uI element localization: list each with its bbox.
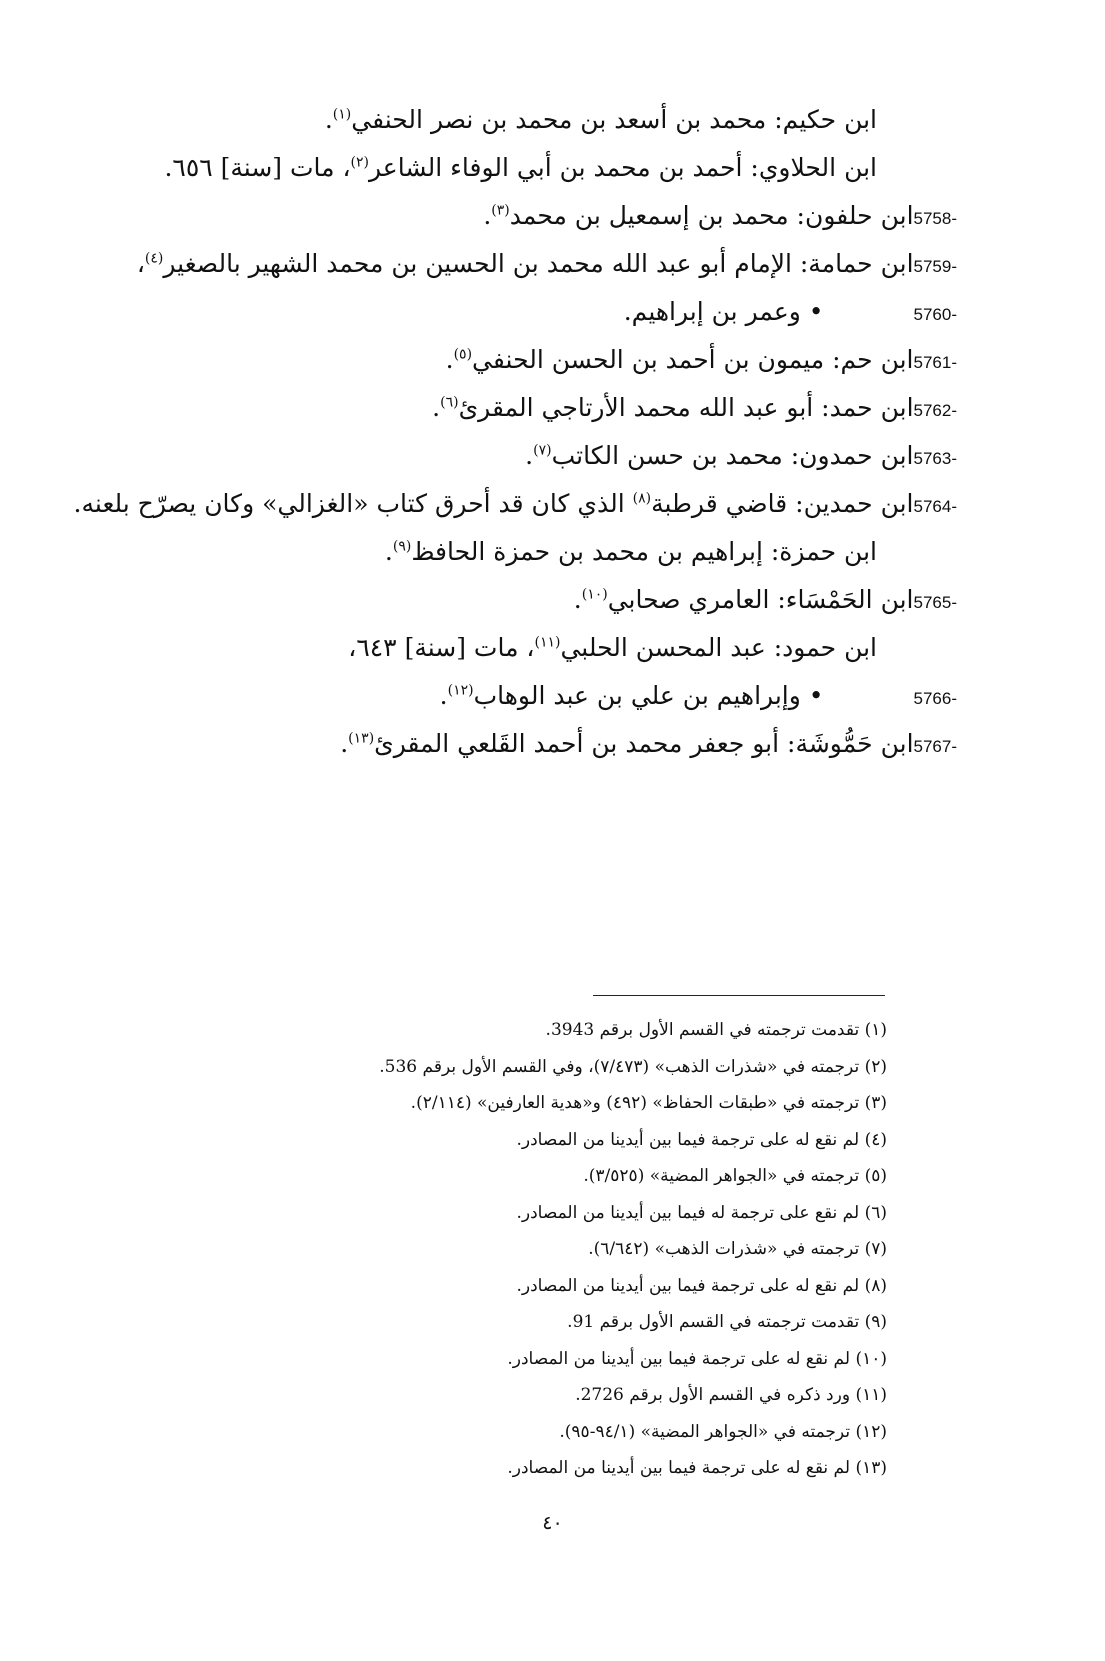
entry-tail: .	[340, 729, 349, 758]
entry-tail: الذي كان قد أحرق كتاب «الغزالي» وكان يصرّح بلعنه.	[73, 489, 633, 518]
footnote: (٣) ترجمته في «طبقات الحفاظ» (٤٩٢) و«هدية العارفين» (٢/١١٤).	[410, 1093, 887, 1113]
entry-text: ابن حكيم: محمد بن أسعد بن محمد بن نصر الحنفي	[351, 105, 877, 134]
footnote-ref: (٦)	[440, 394, 459, 411]
entry-tail: .	[445, 345, 454, 374]
footnote: (١٠) لم نقع له على ترجمة فيما بين أيدينا من المصادر.	[507, 1348, 887, 1369]
footnote: (٩) تقدمت ترجمته في القسم الأول برقم 91.	[567, 1312, 887, 1332]
footnote-ref: (١٠)	[581, 586, 608, 603]
entry-tail: ،	[136, 249, 145, 278]
entry-number: 5762-	[913, 401, 957, 420]
entry-tail: ، مات [سنة] ٦٥٦.	[164, 153, 351, 182]
footnote: (٧) ترجمته في «شذرات الذهب» (٦/٦٤٢).	[588, 1239, 887, 1259]
footnote-ref: (٩)	[392, 538, 412, 555]
entry-number: 5760-	[913, 305, 957, 324]
entry-tail: .	[439, 681, 448, 710]
entry-text: • وإبراهيم بن علي بن عبد الوهاب	[473, 681, 824, 710]
footnote-ref: (٨)	[632, 490, 652, 507]
entry-text: ابن الحلاوي: أحمد بن محمد بن أبي الوفاء الشاعر	[369, 153, 877, 182]
entry-line	[97, 384, 957, 432]
footnote-ref: (٣)	[491, 202, 510, 219]
footnote: (٥) ترجمته في «الجواهر المضية» (٣/٥٢٥).	[583, 1166, 887, 1186]
entry-line	[97, 336, 957, 384]
footnote: (٤) لم نقع له على ترجمة فيما بين أيدينا من المصادر.	[516, 1129, 887, 1150]
footnote: (١) تقدمت ترجمته في القسم الأول برقم 3943.	[545, 1020, 887, 1040]
entry-text: ابن حمد: أبو عبد الله محمد الأرتاجي المقرئ	[458, 393, 914, 422]
entry-text: ابن حمامة: الإمام أبو عبد الله محمد بن الحسين بن محمد الشهير بالصغير	[163, 249, 914, 278]
entry-text: ابن حمدون: محمد بن حسن الكاتب	[551, 441, 914, 470]
entry-line	[97, 96, 957, 144]
footnote-ref: (٥)	[453, 346, 473, 363]
entry-line	[97, 672, 957, 720]
entry-tail: .	[573, 585, 582, 614]
entry-line	[97, 192, 957, 240]
entry-tail: .	[384, 537, 393, 566]
entry-line	[97, 624, 957, 672]
entry-line	[97, 432, 957, 480]
footnote: (٨) لم نقع له على ترجمة فيما بين أيدينا من المصادر.	[516, 1275, 887, 1296]
footnote: (١١) ورد ذكره في القسم الأول برقم 2726.	[575, 1385, 887, 1405]
entry-text: ابن حَمُّوشَة: أبو جعفر محمد بن أحمد القَلعي المقرئ	[374, 729, 914, 758]
entry-line	[97, 720, 957, 768]
entry-text: • وعمر بن إبراهيم.	[623, 297, 824, 326]
entry-text: ابن حمدين: قاضي قرطبة	[651, 489, 914, 518]
entry-text: ابن الحَمْسَاء: العامري صحابي	[607, 585, 914, 614]
footnote-ref: (١٣)	[348, 730, 375, 747]
entry-line	[97, 528, 957, 576]
entry-number: 5764-	[913, 497, 957, 516]
footnotes-list	[67, 1012, 887, 1487]
entry-text: ابن حلفون: محمد بن إسمعيل بن محمد	[509, 201, 914, 230]
entry-tail: ، مات [سنة] ٦٤٣،	[348, 633, 535, 662]
page-number: ٤٠	[542, 1512, 563, 1534]
footnote: (١٣) لم نقع له على ترجمة فيما بين أيدينا من المصادر.	[507, 1458, 887, 1478]
footnote-ref: (٧)	[533, 442, 552, 459]
entry-line	[97, 288, 957, 336]
entry-line	[97, 240, 957, 288]
footnote-ref: (١)	[332, 106, 352, 123]
entry-number: 5759-	[913, 257, 957, 276]
entry-tail: .	[432, 393, 441, 422]
entry-tail: .	[525, 441, 534, 470]
entry-line	[97, 576, 957, 624]
footnote: (٢) ترجمته في «شذرات الذهب» (٧/٤٧٣)، وفي القسم الأول برقم 536.	[379, 1056, 887, 1077]
entry-tail: .	[483, 201, 492, 230]
entry-text: ابن حمزة: إبراهيم بن محمد بن حمزة الحافظ	[411, 537, 877, 566]
entry-number: 5761-	[913, 353, 957, 372]
footnote: (٦) لم نقع على ترجمة له فيما بين أيدينا من المصادر.	[516, 1202, 887, 1223]
footnote-ref: (١٢)	[447, 682, 474, 699]
entry-number: 5767-	[913, 737, 957, 756]
footnote-ref: (٤)	[144, 250, 164, 267]
entry-text: ابن حم: ميمون بن أحمد بن الحسن الحنفي	[472, 345, 914, 374]
entry-line	[97, 144, 957, 192]
entry-number: 5765-	[913, 593, 957, 612]
entry-number: 5758-	[913, 209, 957, 228]
footnote-divider	[593, 995, 885, 996]
footnote: (١٢) ترجمته في «الجواهر المضية» (٩٤/١-٩٥).	[559, 1421, 887, 1442]
entry-line	[73, 480, 957, 528]
entry-number: 5763-	[913, 449, 957, 468]
entries-list	[73, 96, 957, 768]
footnote-ref: (١١)	[534, 634, 561, 651]
entry-number: 5766-	[913, 689, 957, 708]
entry-text: ابن حمود: عبد المحسن الحلبي	[560, 633, 877, 662]
footnote-ref: (٢)	[350, 154, 370, 171]
entry-tail: .	[324, 105, 333, 134]
